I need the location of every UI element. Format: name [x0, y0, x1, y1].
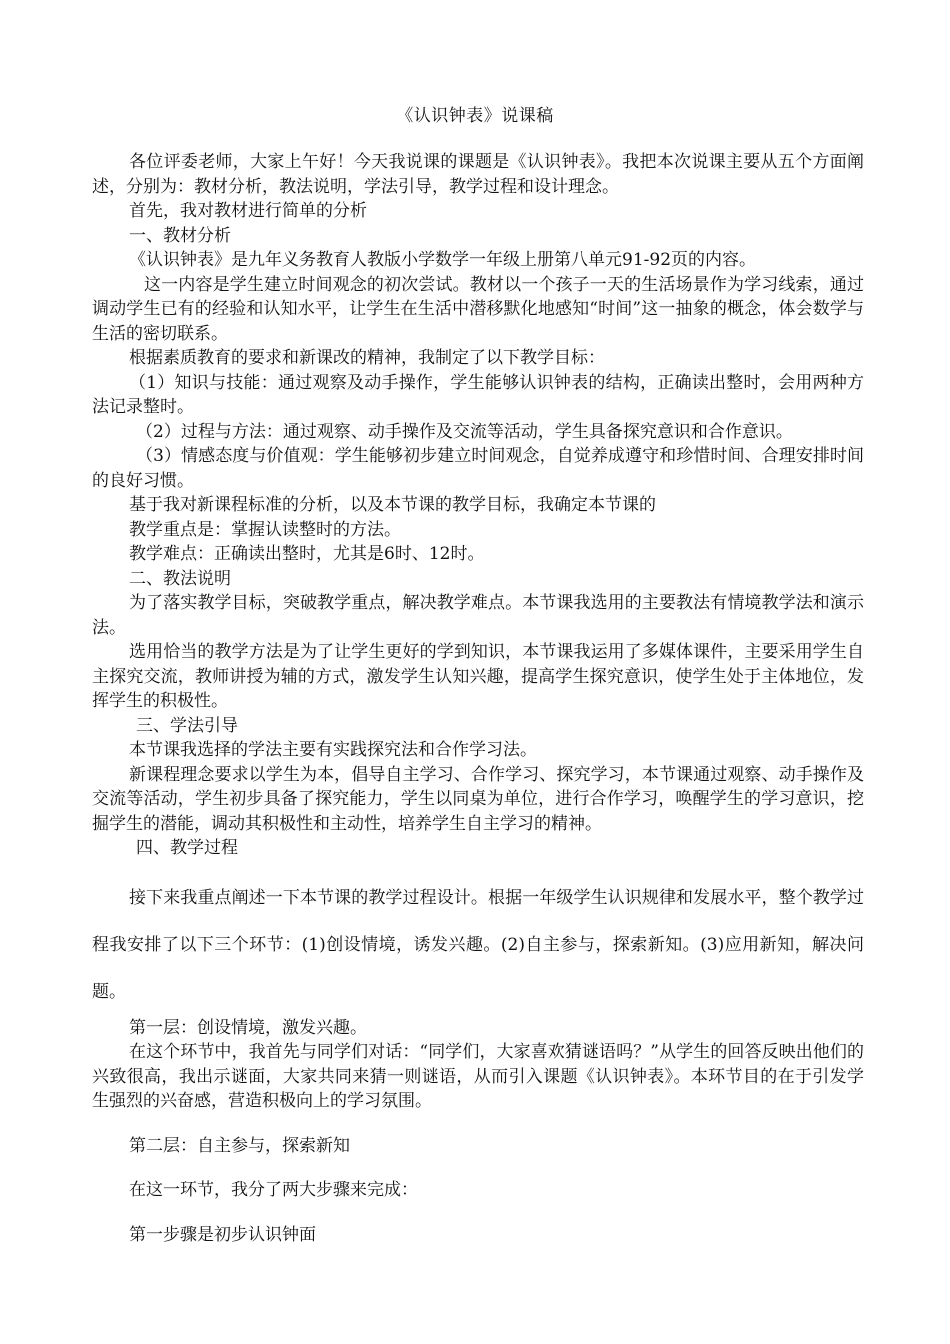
- paragraph-layer-2: 第二层：自主参与，探索新知: [129, 1135, 350, 1156]
- paragraph-two-steps: 在这一环节，我分了两大步骤来完成：: [129, 1180, 418, 1200]
- paragraph-first: 首先，我对教材进行简单的分析: [129, 201, 367, 221]
- heading-textbook-analysis: 一、教材分析: [129, 225, 231, 246]
- paragraph-method-2: 选用恰当的教学方法是为了让学生更好的学到知识，本节课我运用了多媒体课件，主要采用学生自主探究交流，教师讲授为辅的方式，激发学生认知兴趣，提高学生探究意识，使学生处于主体地位，发挥学生的积极性。: [92, 642, 864, 711]
- heading-learning-method: 三、学法引导: [136, 715, 238, 736]
- paragraph-intro: 各位评委老师，大家上午好！今天我说课的课题是《认识钟表》。我把本次说课主要从五个方面阐述，分别为：教材分析，教法说明，学法引导，教学过程和设计理念。: [92, 152, 864, 197]
- paragraph-textbook-source: 《认识钟表》是九年义务教育人教版小学数学一年级上册第八单元91-92页的内容。: [129, 250, 757, 270]
- paragraph-process-overview: 接下来我重点阐述一下本节课的教学过程设计。根据一年级学生认识规律和发展水平，整个教学过程我安排了以下三个环节：(1)创设情境，诱发兴趣。(2)自主参与，探索新知。(3)应用新知，解决问题。: [92, 887, 864, 1002]
- goal-knowledge: （1）知识与技能：通过观察及动手操作，学生能够认识钟表的结构，正确读出整时，会用两种方法记录整时。: [92, 372, 864, 417]
- paragraph-goals-intro: 根据素质教育的要求和新课改的精神，我制定了以下教学目标：: [129, 348, 605, 368]
- heading-teaching-process: 四、教学过程: [136, 838, 238, 858]
- paragraph-key-point: 教学重点是：掌握认读整时的方法。: [129, 519, 401, 540]
- paragraph-basis: 基于我对新课程标准的分析，以及本节课的教学目标，我确定本节课的: [129, 495, 656, 515]
- paragraph-method-1: 为了落实教学目标，突破教学重点，解决教学难点。本节课我选用的主要教法有情境教学法和演示法。: [92, 593, 864, 638]
- paragraph-content: 这一内容是学生建立时间观念的初次尝试。教材以一个孩子一天的生活场景作为学习线索，通过调动学生已有的经验和认知水平，让学生在生活中潜移默化地感知“时间”这一抽象的概念，体会数学与生活的密切联系。: [92, 274, 864, 344]
- paragraph-difficulty: 教学难点：正确读出整时，尤其是6时、12时。: [129, 544, 485, 564]
- heading-teaching-method: 二、教法说明: [129, 568, 231, 589]
- goal-attitude: （3）情感态度与价值观：学生能够初步建立时间观念，自觉养成遵守和珍惜时间、合理安排时间的良好习惯。: [92, 446, 864, 491]
- paragraph-learning-2: 新课程理念要求以学生为本，倡导自主学习、合作学习、探究学习，本节课通过观察、动手操作及交流等活动，学生初步具备了探究能力，学生以同桌为单位，进行合作学习，唤醒学生的学习意识，挖掘学生的潜能，调动其积极性和主动性，培养学生自主学习的精神。: [92, 764, 864, 834]
- document-title: 《认识钟表》说课稿: [396, 106, 554, 126]
- paragraph-layer-1-detail: 在这个环节中，我首先与同学们对话：“同学们，大家喜欢猜谜语吗？”从学生的回答反映出他们的兴致很高，我出示谜面，大家共同来猜一则谜语，从而引入课题《认识钟表》。本环节目的在于引发学生强烈的兴奋感，营造积极向上的学习氛围。: [92, 1042, 864, 1111]
- paragraph-learning-1: 本节课我选择的学法主要有实践探究法和合作学习法。: [129, 740, 537, 760]
- goal-process: （2）过程与方法：通过观察、动手操作及交流等活动，学生具备探究意识和合作意识。: [136, 421, 793, 442]
- paragraph-layer-1: 第一层：创设情境，激发兴趣。: [129, 1017, 367, 1038]
- paragraph-step-1: 第一步骤是初步认识钟面: [129, 1224, 316, 1245]
- document-body: [92, 150, 864, 1247]
